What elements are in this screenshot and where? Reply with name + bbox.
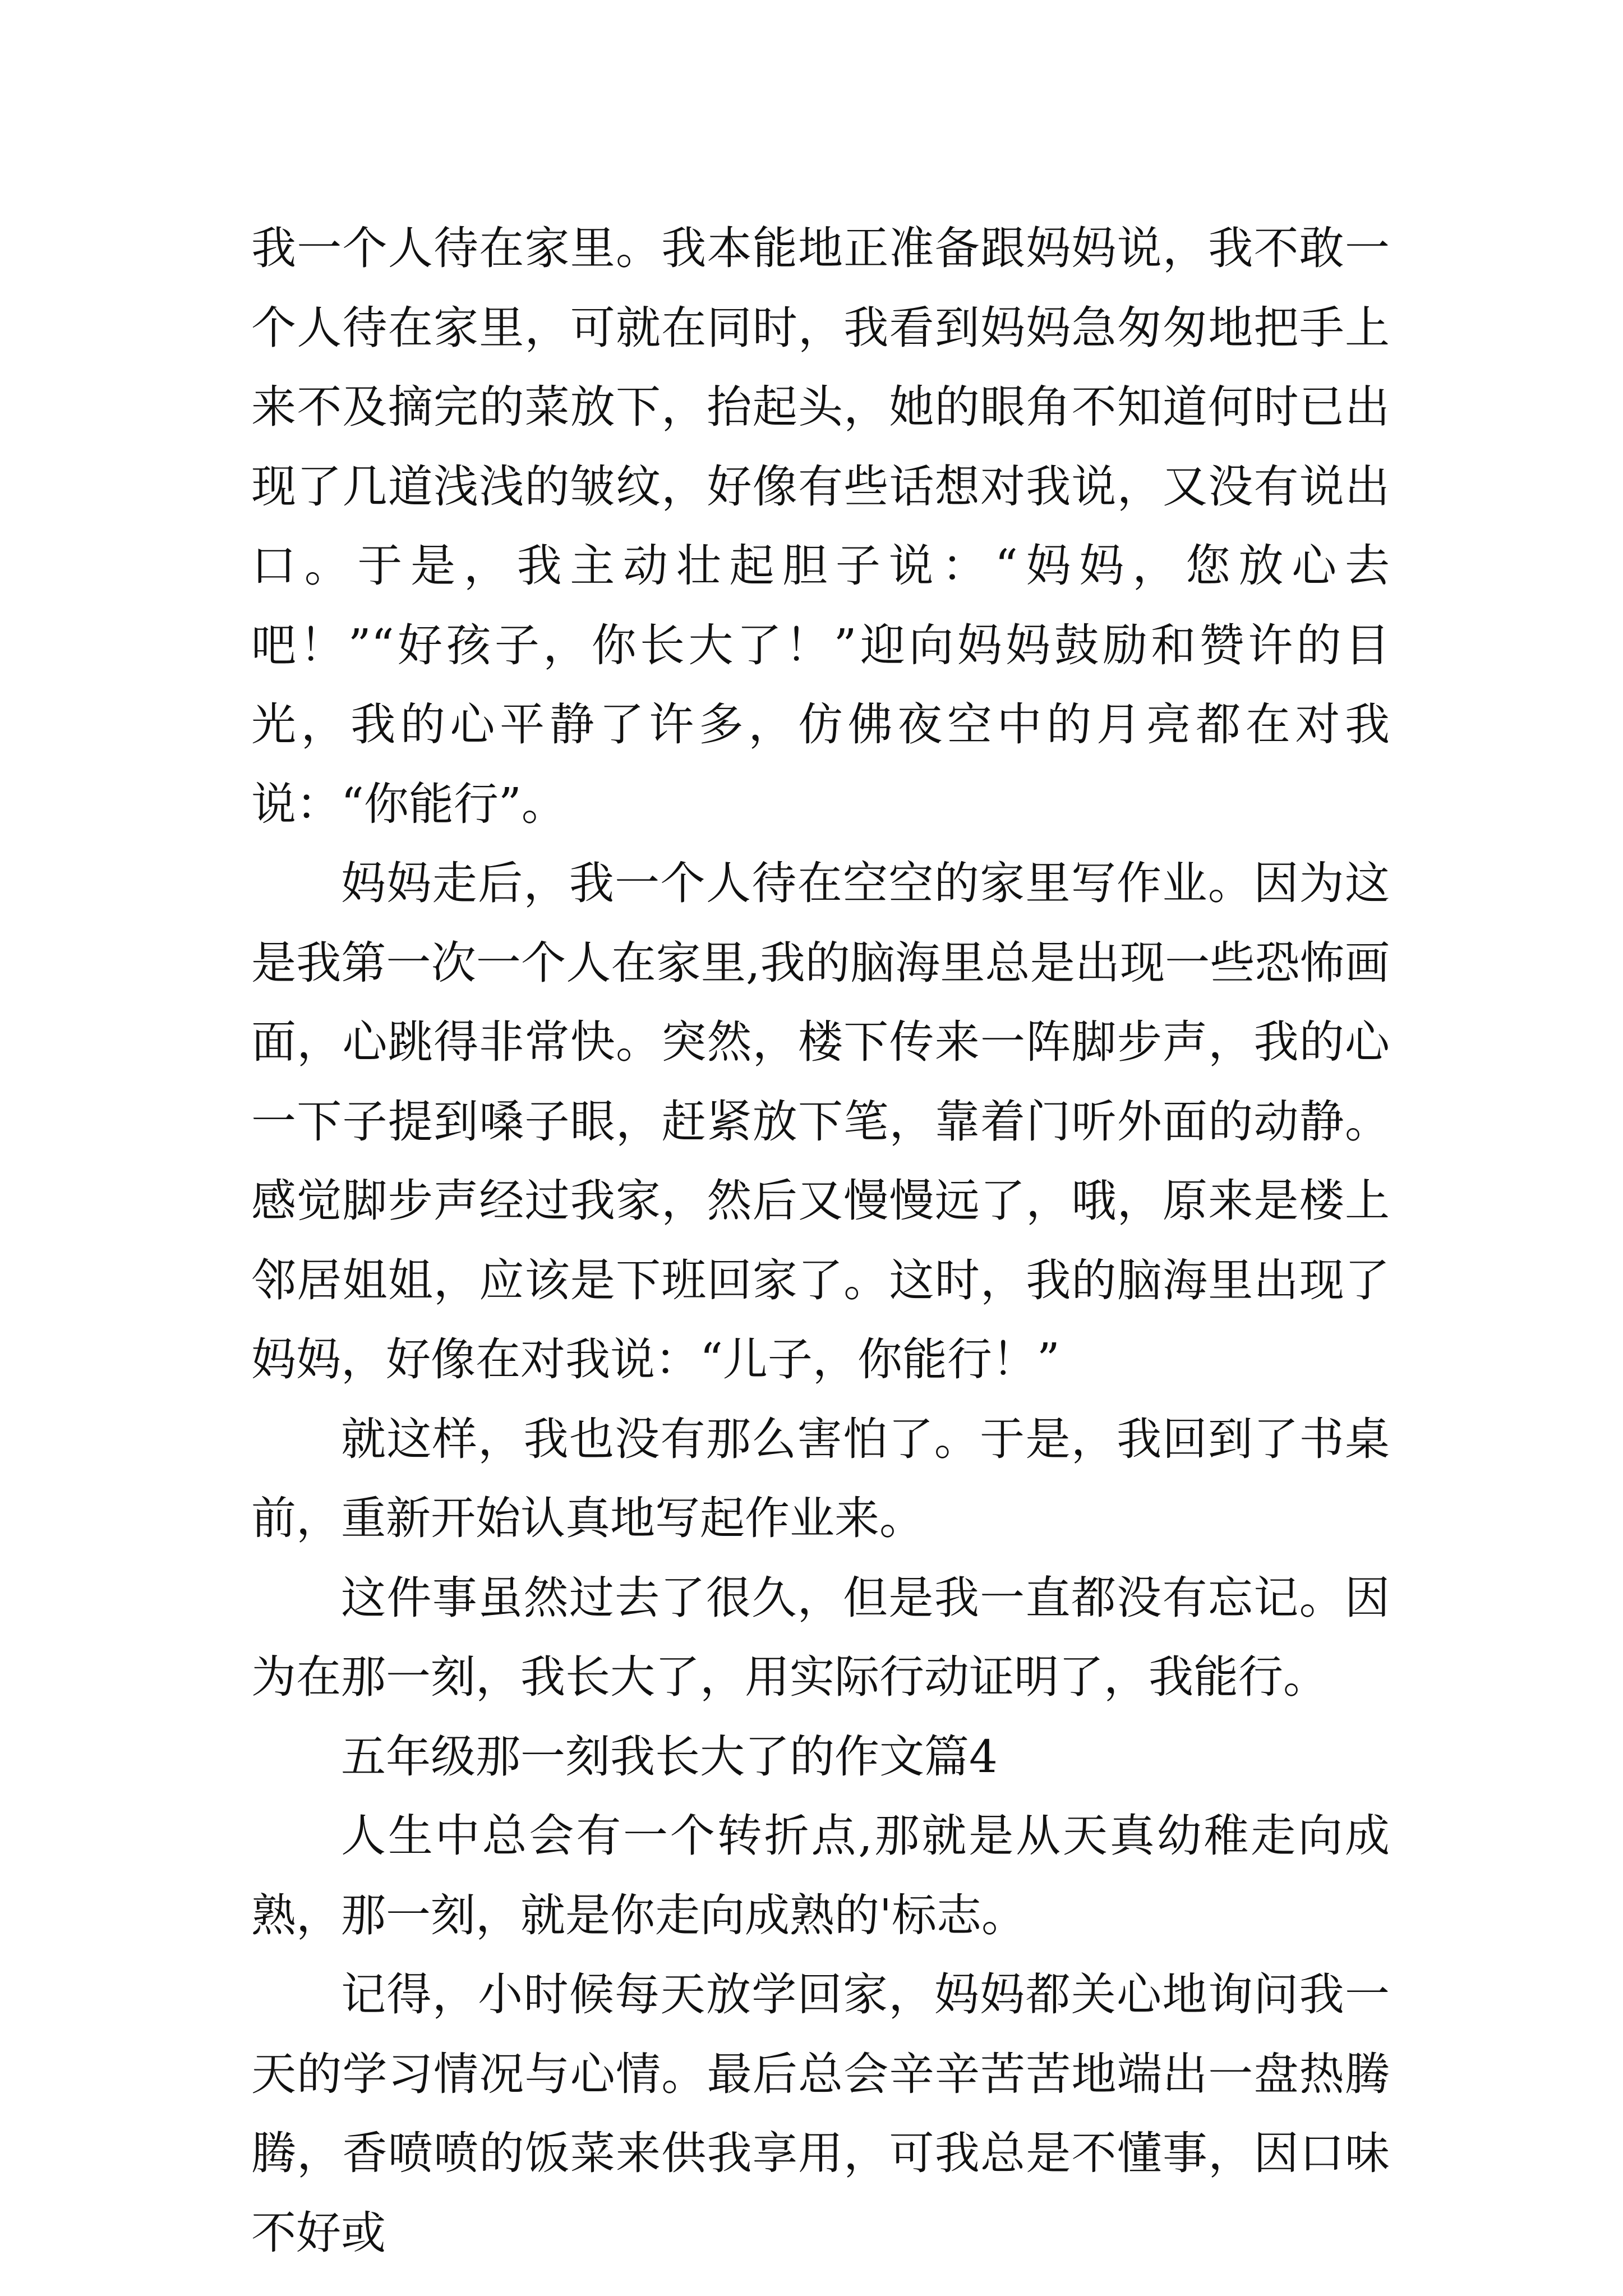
essay-heading: 五年级那一刻我长大了的作文篇4	[341, 1730, 998, 1783]
paragraph: 妈妈走后，我一个人待在空空的家里写作业。因为这是我第一次一个人在家里,我的脑海里总是出现一些恐怖画面，心跳得非常快。突然，楼下传来一阵脚步声，我的心一下子提到嗓子眼，赶紧放下笔，靠着门听外面的动静。感觉脚步声经过我家，然后又慢慢远了，哦，原来是楼上邻居姐姐，应该是下班回家了。这时，我的脑海里出现了妈妈，好像在对我说：“儿子，你能行！”	[251, 857, 1390, 1386]
paragraph: 就这样，我也没有那么害怕了。于是，我回到了书桌前，重新开始认真地写起作业来。	[251, 1412, 1390, 1544]
essay-body	[251, 209, 1390, 2272]
paragraph: 人生中总会有一个转折点,那就是从天真幼稚走向成熟，那一刻，就是你走向成熟的'标志。	[251, 1810, 1390, 1941]
paragraph: 这件事虽然过去了很久，但是我一直都没有忘记。因为在那一刻，我长大了，用实际行动证明了，我能行。	[251, 1571, 1390, 1703]
paragraph-continuation: 我一个人待在家里。我本能地正准备跟妈妈说，我不敢一个人待在家里，可就在同时，我看到妈妈急匆匆地把手上来不及摘完的菜放下，抬起头，她的眼角不知道何时已出现了几道浅浅的皱纹，好像有些话想对我说，又没有说出口。于是，我主动壮起胆子说：“妈妈，您放心去吧！”“好孩子，你长大了！”迎向妈妈鼓励和赞许的目光，我的心平静了许多，仿佛夜空中的月亮都在对我说：“你能行”。	[251, 222, 1390, 830]
paragraph: 记得，小时候每天放学回家，妈妈都关心地询问我一天的学习情况与心情。最后总会辛辛苦苦地端出一盘热腾腾，香喷喷的饭菜来供我享用，可我总是不懂事，因口味不好或	[251, 1968, 1390, 2259]
